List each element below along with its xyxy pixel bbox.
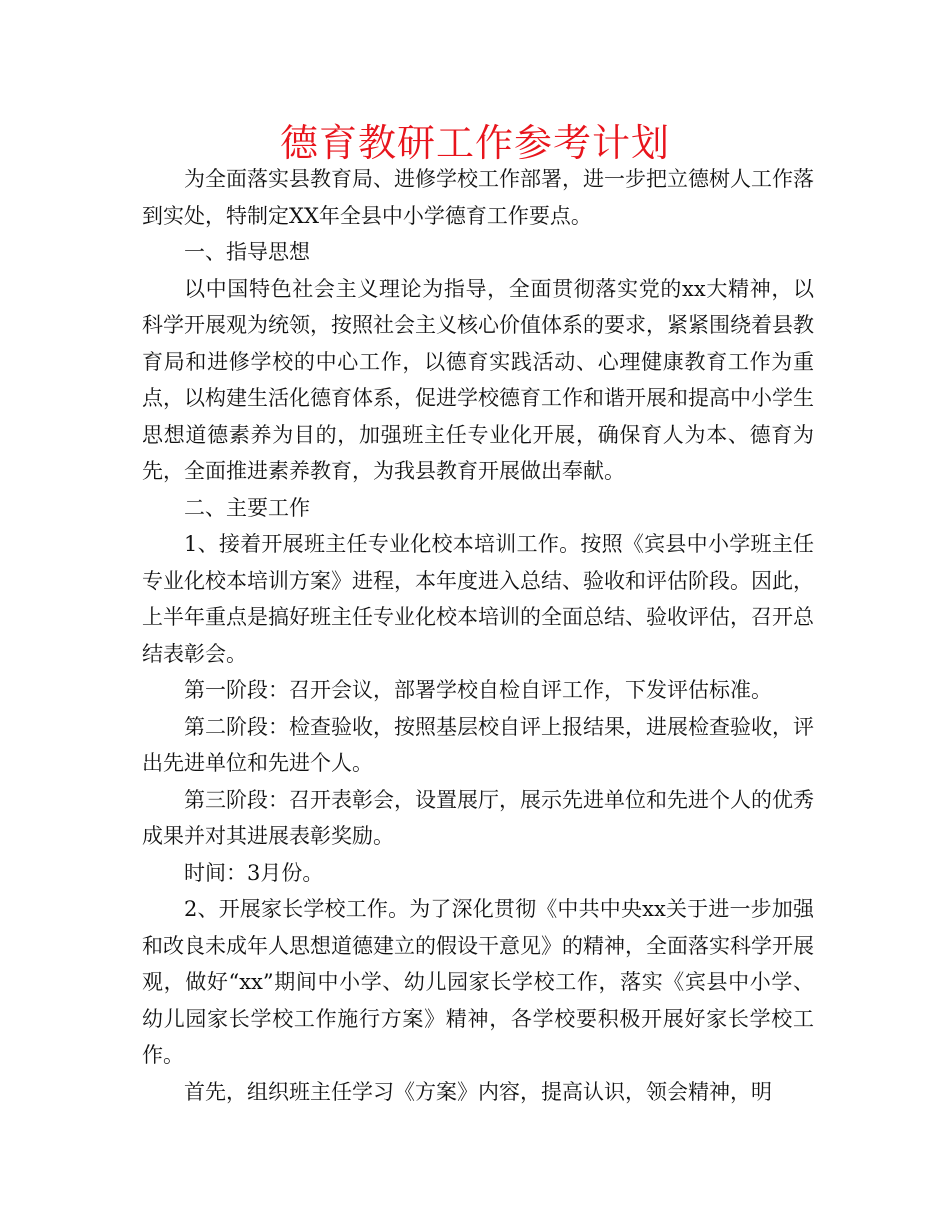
section-heading-main-work: 二、主要工作 (184, 495, 310, 520)
document-title: 德育教研工作参考计划 (279, 121, 670, 165)
paragraph-stage-2: 第二阶段：检查验收，按照基层校自评上报结果，进展检查验收，评出先进单位和先进个人。 (142, 714, 814, 775)
section-heading-guiding-ideology: 一、指导思想 (184, 240, 310, 264)
paragraph-guiding-ideology: 以中国特色社会主义理论为指导，全面贯彻落实党的xx大精神，以科学开展观为统领，按照社会主义核心价值体系的要求，紧紧围绕着县教育局和进修学校的中心工作，以德育实践活动、心理健康教育工作为重点，以构建生活化德育体系，促进学校德育工作和谐开展和提高中小学生思想道德素养为目的，加强班主任专业化开展，确保育人为本、德育为先，全面推进素养教育，为我县教育开展做出奉献。 (142, 276, 814, 483)
paragraph-stage-1: 第一阶段：召开会议，部署学校自检自评工作，下发评估标准。 (184, 678, 772, 702)
paragraph-stage-3: 第三阶段：召开表彰会，设置展厅，展示先进单位和先进个人的优秀成果并对其进展表彰奖励。 (142, 787, 814, 848)
document-body (142, 161, 814, 1110)
paragraph-work-item-2: 2、开展家长学校工作。为了深化贯彻《中共中央xx关于进一步加强和改良未成年人思想道德建立的假设干意见》的精神，全面落实科学开展观，做好“xx”期间中小学、幼儿园家长学校工作，落实《宾县中小学、幼儿园家长学校工作施行方案》精神，各学校要积极开展好家长学校工作。 (142, 897, 814, 1067)
paragraph-work-item-1: 1、接着开展班主任专业化校本培训工作。按照《宾县中小学班主任专业化校本培训方案》进程，本年度进入总结、验收和评估阶段。因此，上半年重点是搞好班主任专业化校本培训的全面总结、验收评估，召开总结表彰会。 (142, 532, 814, 666)
paragraph-intro: 为全面落实县教育局、进修学校工作部署，进一步把立德树人工作落到实处，特制定XX年全县中小学德育工作要点。 (142, 167, 814, 228)
paragraph-time: 时间：3月份。 (184, 860, 324, 885)
paragraph-first-step: 首先，组织班主任学习《方案》内容，提高认识，领会精神，明 (184, 1079, 772, 1104)
